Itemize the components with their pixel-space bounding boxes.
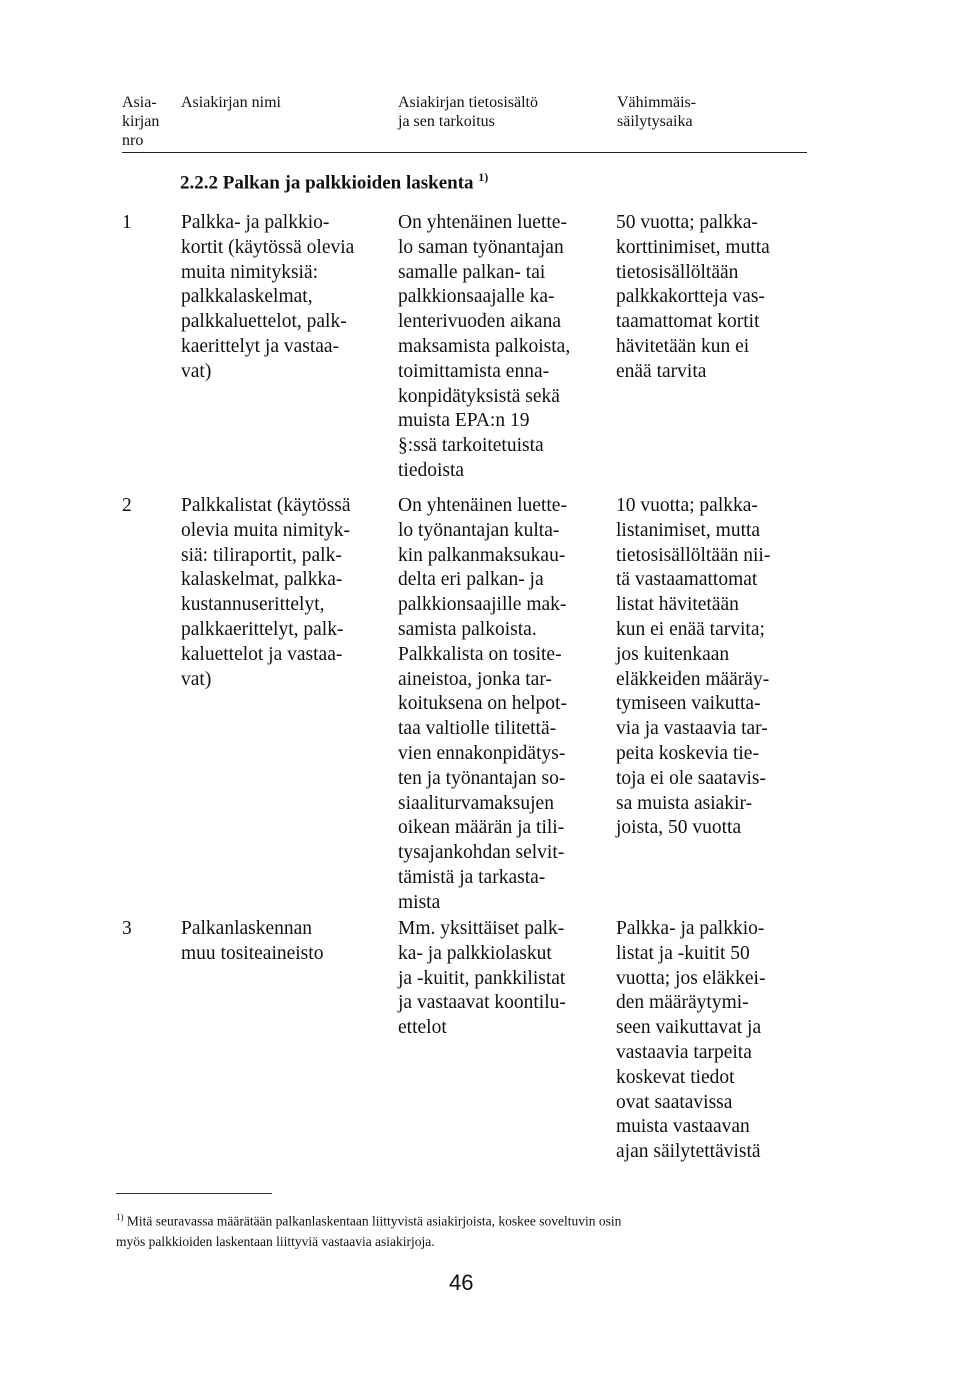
row-number: 1 [122,212,132,233]
document-content: Mm. yksittäiset palk- ka- ja palkkiolaskut ja -kuitit, pankkilistat ja vastaavat koontilu- ettelot [398,918,566,1039]
retention-period: 50 vuotta; palkka- korttinimiset, mutta tietosisällöltään palkkakortteja vas- taamattomat kortit hävitetään kun ei enää tarvita [616,212,770,382]
footnote-marker: 1) [116,1212,124,1222]
document-content: On yhtenäinen luette- lo saman työnantajan samalle palkan- tai palkkionsaajalle ka- lenterivuoden aikana maksamista palkoista, toimittamista enna- konpidätyksistä sekä muista EPA:n 19 §:ssä tarkoitetuista tiedoista [398,212,571,481]
footnote-text: Mitä seuravassa määrätään palkanlaskentaan liittyvistä asiakirjoista, koskee soveltuvin osin myös palkkioiden laskentaan liittyviä vastaavia asiakirjoja. [116,1213,622,1249]
header-col-content: Asiakirjan tietosisältö ja sen tarkoitus [398,94,538,130]
footnote [116,1207,816,1252]
section-title-text: 2.2.2 Palkan ja palkkioiden laskenta [180,172,474,194]
document-name: Palkka- ja palkkio- kortit (käytössä olevia muita nimityksiä: palkkalaskelmat, palkkaluettelot, palk- kaerittelyt ja vastaa- vat) [181,212,355,382]
section-title [180,170,488,194]
footnote-rule [116,1193,272,1194]
page-number: 46 [449,1270,474,1295]
header-col-name: Asiakirjan nimi [181,94,281,111]
document-content: On yhtenäinen luette- lo työnantajan kulta- kin palkanmaksukau- delta eri palkan- ja palkkionsaajille mak- samista palkoista. Palkkalista on tosite- aineistoa, jonka tar- koituksena on helpot- taa valtiolle tilitettä- vien ennakonpidätys- ten ja työnantajan so- siaaliturvamaksujen oikean määrän ja tili- tysajankohdan selvit- tämistä ja tarkasta- mista [398,495,567,913]
header-col-nro: Asia- kirjan nro [122,94,160,149]
header-col-retention: Vähimmäis- säilytysaika [617,94,697,130]
retention-period: 10 vuotta; palkka- listanimiset, mutta tietosisällöltään nii- tä vastaamattomat listat hävitetään kun ei enää tarvita; jos kuitenkaan eläkkeiden määräy- tymiseen vaikutta- via ja vastaavia tar- peita koskevia tie- toja ei ole saatavis- sa muista asiakir- joista, 50 vuotta [616,495,771,839]
row-number: 2 [122,495,132,516]
header-rule [122,152,807,153]
document-name: Palkanlaskennan muu tositeaineisto [181,918,324,964]
section-footnote-ref: 1) [478,170,489,184]
retention-period: Palkka- ja palkkio- listat ja -kuitit 50 vuotta; jos eläkkei- den määräytymi- seen vaikuttavat ja vastaavia tarpeita koskevat tiedot ovat saatavissa muista vastaavan ajan säilytettävistä [616,918,766,1163]
document-name: Palkkalistat (käytössä olevia muita nimityk- siä: tiliraportit, palk- kalaskelmat, palkka- kustannuserittelyt, palkkaerittelyt, palk- kaluettelot ja vastaa- vat) [181,495,351,690]
row-number: 3 [122,918,132,939]
